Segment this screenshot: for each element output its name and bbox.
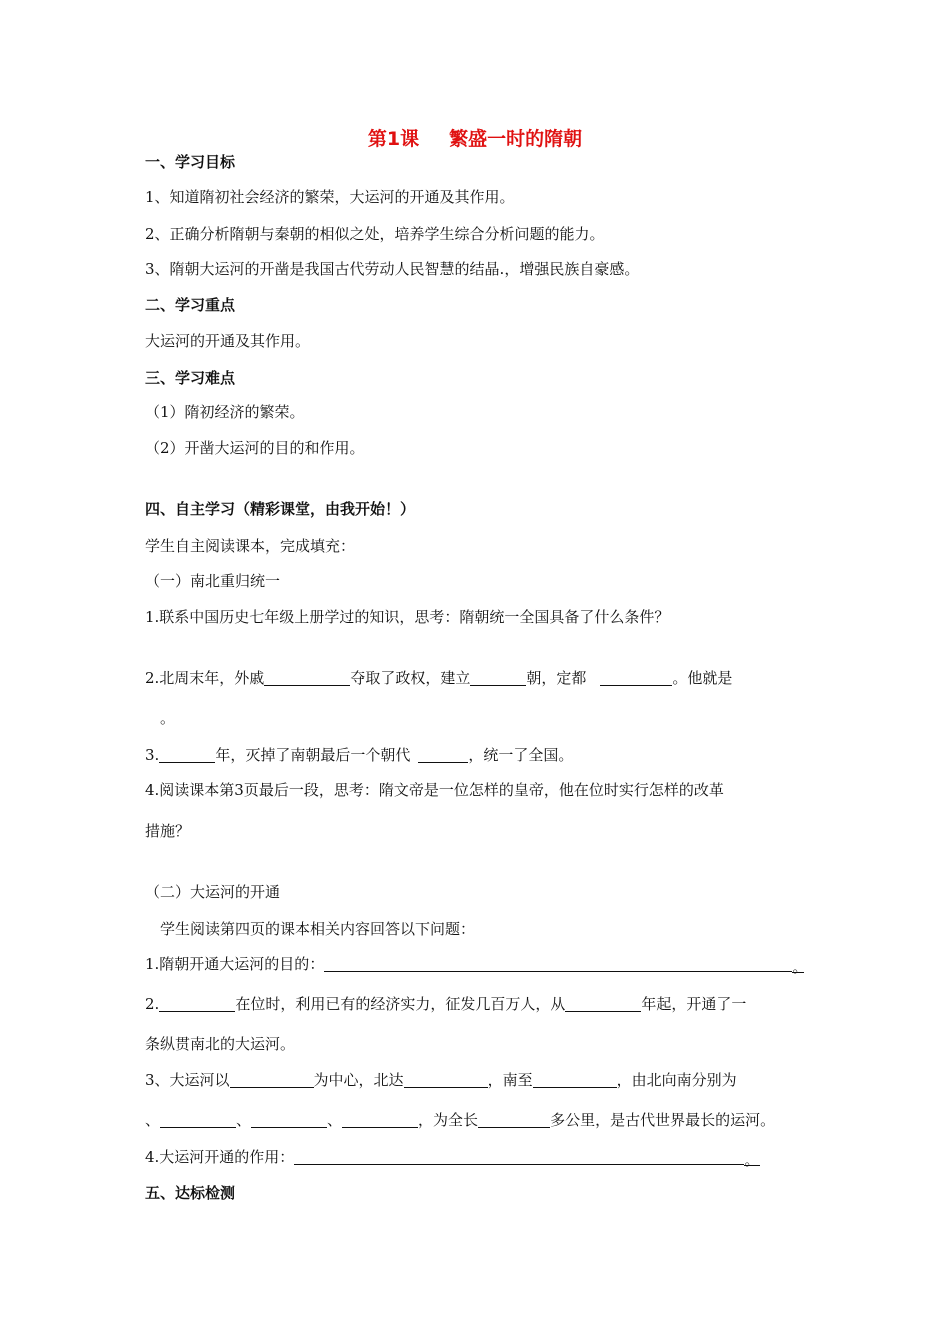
- fill-blank[interactable]: [159, 995, 235, 1012]
- canal-question-3-line-2: 、 、 、 ，为全长 多公里，是古代世界最长的运河。: [145, 1111, 776, 1129]
- question-4-line-2: 措施？: [145, 822, 191, 840]
- difficulty-item: （1）隋初经济的繁荣。: [145, 403, 305, 421]
- goal-item: 1、知道隋初社会经济的繁荣，大运河的开通及其作用。: [145, 188, 515, 206]
- goal-item: 3、隋朝大运河的开凿是我国古代劳动人民智慧的结晶.，增强民族自豪感。: [145, 260, 640, 278]
- fill-blank[interactable]: [159, 746, 215, 763]
- question-2-end: 。: [160, 709, 176, 727]
- fill-blank[interactable]: [251, 1111, 327, 1128]
- lesson-name: 繁盛一时的隋朝: [449, 128, 583, 150]
- goal-item: 2、正确分析隋朝与秦朝的相似之处，培养学生综合分析问题的能力。: [145, 225, 605, 243]
- subsection-unification: （一）南北重归统一: [145, 572, 281, 590]
- canal-question-2: 2. 在位时，利用已有的经济实力，征发几百万人，从 年起，开通了一: [145, 995, 747, 1013]
- canal-question-3: 3、大运河以 为中心，北达 ，南至 ，由北向南分别为: [145, 1071, 737, 1089]
- fill-blank[interactable]: [600, 669, 672, 686]
- fill-blank[interactable]: [342, 1111, 418, 1128]
- question-3: 3. 年，灭掉了南朝最后一个朝代 ，统一了全国。: [145, 746, 574, 764]
- self-study-intro: 学生自主阅读课本，完成填充：: [145, 537, 356, 555]
- section-heading-assessment: 五、达标检测: [145, 1184, 236, 1202]
- lesson-number: 第1课: [367, 128, 420, 150]
- section-heading-goals: 一、学习目标: [145, 153, 236, 171]
- canal-intro: 学生阅读第四页的课本相关内容回答以下问题：: [160, 920, 476, 938]
- canal-question-1: 1.隋朝开通大运河的目的： 。: [145, 955, 808, 976]
- page-title: [0, 124, 950, 151]
- fill-blank[interactable]: [533, 1071, 617, 1088]
- question-4-line-1: 4.阅读课本第3页最后一段，思考：隋文帝是一位怎样的皇帝，他在位时实行怎样的改革: [145, 781, 724, 799]
- subsection-grand-canal: （二）大运河的开通: [145, 883, 281, 901]
- canal-question-2-line-2: 条纵贯南北的大运河。: [145, 1035, 296, 1053]
- answer-line[interactable]: [294, 1148, 744, 1165]
- fill-blank[interactable]: [404, 1071, 488, 1088]
- fill-blank[interactable]: [565, 995, 641, 1012]
- canal-question-4: 4.大运河开通的作用： 。: [145, 1148, 760, 1169]
- fill-blank[interactable]: [160, 1111, 236, 1128]
- fill-blank[interactable]: [478, 1111, 550, 1128]
- section-heading-difficulties: 三、学习难点: [145, 369, 236, 387]
- fill-blank[interactable]: [470, 669, 526, 686]
- fill-blank[interactable]: [418, 746, 468, 763]
- fill-blank[interactable]: [230, 1071, 314, 1088]
- section-heading-key-points: 二、学习重点: [145, 296, 236, 314]
- answer-line[interactable]: [324, 955, 792, 972]
- section-heading-self-study: 四、自主学习（精彩课堂，由我开始！）: [145, 500, 416, 518]
- question-2: 2.北周末年，外戚 夺取了政权，建立 朝，定都 。他就是: [145, 669, 733, 687]
- fill-blank[interactable]: [264, 669, 350, 686]
- key-point-text: 大运河的开通及其作用。: [145, 332, 311, 350]
- question-1: 1.联系中国历史七年级上册学过的知识，思考：隋朝统一全国具备了什么条件？: [145, 608, 670, 626]
- difficulty-item: （2）开凿大运河的目的和作用。: [145, 439, 365, 457]
